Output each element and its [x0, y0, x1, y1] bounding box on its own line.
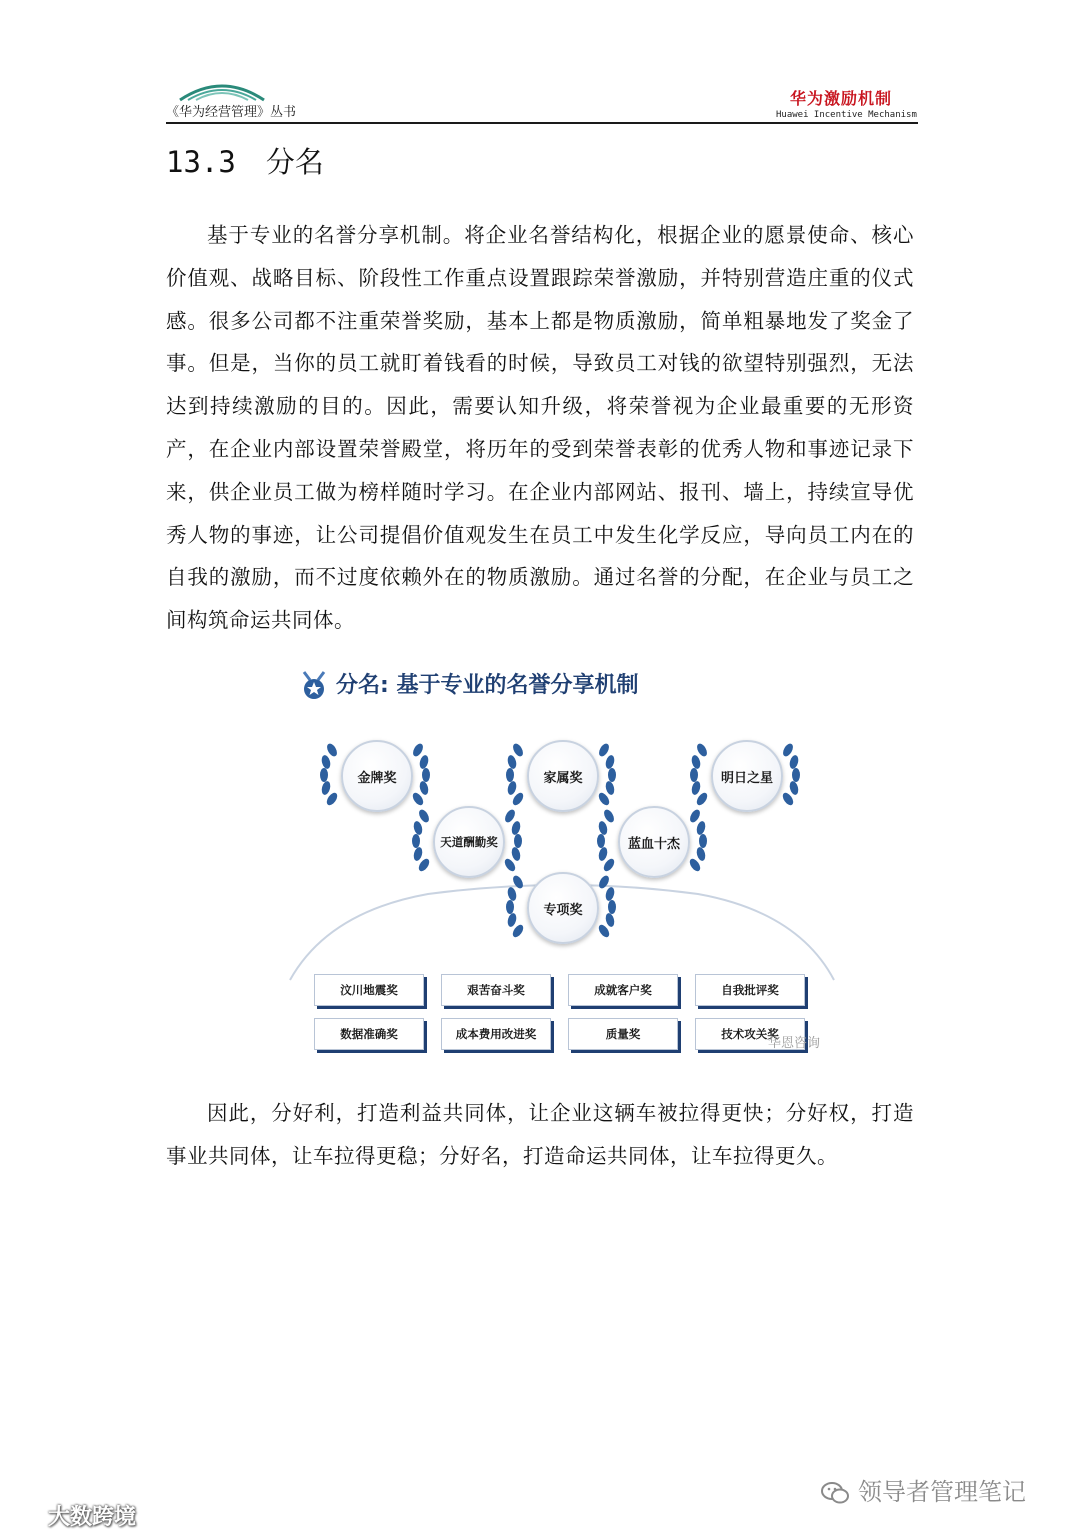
award-circle: [527, 872, 599, 944]
wechat-watermark: [820, 1472, 1026, 1507]
series-logo-icon: [178, 78, 266, 102]
special-award-box: 技术攻关奖: [695, 1018, 805, 1050]
award-label: 蓝血十杰: [627, 836, 680, 852]
special-award-box: 汶川地震奖: [314, 974, 424, 1006]
header-rule: [166, 122, 918, 124]
book-title: 华为激励机制: [790, 89, 893, 108]
laurel-right-icon: [498, 804, 526, 876]
laurel-right-icon: [776, 738, 804, 810]
special-award-box: 成就客户奖: [568, 974, 678, 1006]
special-award-box: 数据准确奖: [314, 1018, 424, 1050]
section-number: 13.3: [166, 145, 236, 179]
laurel-left-icon: [593, 804, 621, 876]
award-gold: [316, 738, 434, 810]
laurel-left-icon: [502, 738, 530, 810]
book-subtitle: Huawei Incentive Mechanism: [776, 110, 917, 120]
award-blue-blood: [593, 804, 711, 876]
section-title: 分名: [265, 145, 324, 179]
wechat-icon: [820, 1480, 850, 1506]
award-label: 金牌奖: [357, 770, 397, 786]
laurel-right-icon: [592, 870, 620, 942]
special-award-box: 质量奖: [568, 1018, 678, 1050]
laurel-right-icon: [683, 804, 711, 876]
laurel-left-icon: [408, 804, 436, 876]
figure-title: 分名: 基于专业的名誉分享机制: [336, 673, 639, 698]
body-paragraph: 基于专业的名誉分享机制。将企业名誉结构化，根据企业的愿景使命、核心价值观、战略目标、阶段性工作重点设置跟踪荣誉激励，并特别营造庄重的仪式感。很多公司都不注重荣誉奖励，基本上都是物质激励，简单粗暴地发了奖金了事。但是，当你的员工就盯着钱看的时候，导致员工对钱的欲望特别强烈，无法达到持续激励的目的。因此，需要认知升级，将荣誉视为企业最重要的无形资产，在企业内部设置荣誉殿堂，将历年的受到荣誉表彰的优秀人物和事迹记录下来，供企业员工做为榜样随时学习。在企业内部网站、报刊、墙上，持续宣导优秀人物的事迹，让公司提倡价值观发生在员工中发生化学反应，导向员工内在的自我的激励，而不过度依赖外在的物质激励。通过名誉的分配，在企业与员工之间构筑命运共同体。: [166, 223, 914, 633]
award-diligence: [408, 804, 526, 876]
special-award-box: 自我批评奖: [695, 974, 805, 1006]
figure-watermark: 华恩咨询: [768, 1036, 821, 1051]
laurel-right-icon: [406, 738, 434, 810]
source-watermark: [6, 1500, 136, 1531]
section-heading: [166, 140, 324, 181]
award-circle: [341, 740, 413, 812]
award-label: 专项奖: [543, 902, 583, 918]
award-label: 天道酬勤奖: [440, 835, 498, 849]
laurel-right-icon: [592, 738, 620, 810]
award-special: [502, 870, 620, 942]
award-rising-star: [686, 738, 804, 810]
source-logo-icon: [6, 1507, 42, 1529]
honor-mechanism-figure: [288, 662, 838, 1062]
award-circle: [618, 806, 690, 878]
laurel-left-icon: [502, 870, 530, 942]
award-label: 明日之星: [720, 770, 773, 786]
award-circle: [433, 806, 505, 878]
laurel-left-icon: [686, 738, 714, 810]
award-circle: [527, 740, 599, 812]
special-award-box: 成本费用改进奖: [441, 1018, 551, 1050]
body-paragraph: 因此，分好利，打造利益共同体，让企业这辆车被拉得更快；分好权，打造事业共同体，让车拉得更稳；分好名，打造命运共同体，让车拉得更久。: [166, 1101, 914, 1168]
medal-star-icon: [300, 670, 328, 700]
laurel-left-icon: [316, 738, 344, 810]
special-award-box: 艰苦奋斗奖: [441, 974, 551, 1006]
award-family: [502, 738, 620, 810]
series-name: 《华为经营管理》丛书: [166, 105, 297, 120]
wechat-watermark-text: 领导者管理笔记: [858, 1478, 1026, 1506]
source-watermark-text: 大数跨境: [48, 1505, 137, 1530]
award-circle: [711, 740, 783, 812]
award-label: 家属奖: [543, 770, 583, 786]
